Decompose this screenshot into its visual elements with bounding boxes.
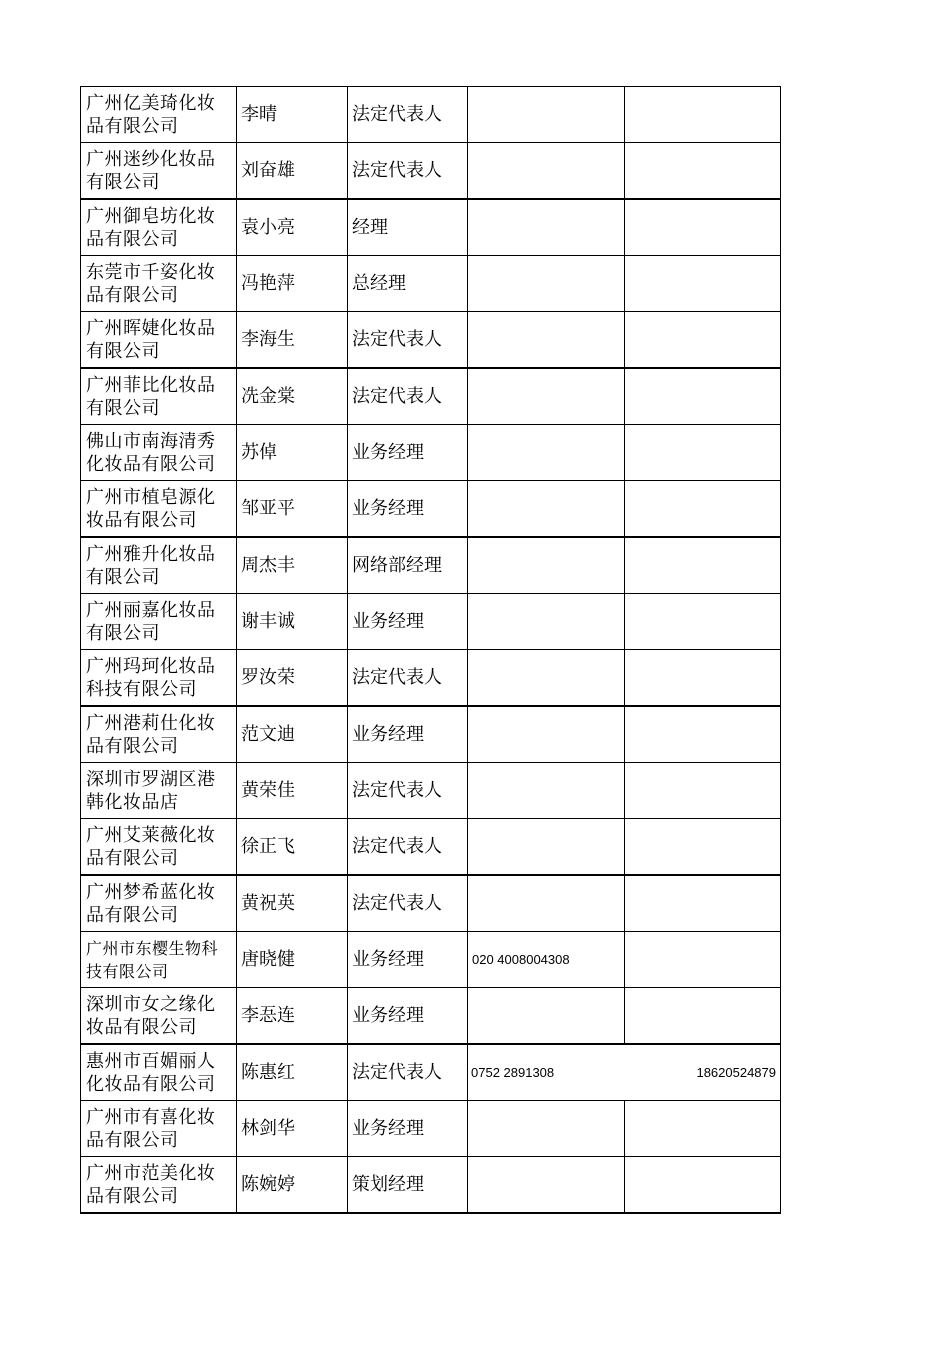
mobile-cell: [625, 819, 781, 876]
phone-cell: [468, 763, 625, 819]
company-cell: 广州晖婕化妆品有限公司: [81, 312, 237, 369]
mobile-cell: [625, 425, 781, 481]
phone-cell: [468, 875, 625, 932]
company-cell: 广州艾莱薇化妆品有限公司: [81, 819, 237, 876]
phone-cell: [468, 199, 625, 256]
job-title-cell: 法定代表人: [348, 1044, 468, 1101]
phone-cell: [468, 368, 625, 425]
table-row: [81, 763, 781, 819]
contact-name-cell: 林剑华: [237, 1101, 348, 1157]
table-row: [81, 1157, 781, 1214]
mobile-cell: [625, 1101, 781, 1157]
job-title-cell: 策划经理: [348, 1157, 468, 1214]
table-row: [81, 932, 781, 988]
mobile-cell: [625, 481, 781, 538]
mobile-number: 18620524879: [696, 1065, 776, 1080]
mobile-cell: [625, 932, 781, 988]
table-row: [81, 368, 781, 425]
mobile-cell: [625, 1157, 781, 1214]
table-row: [81, 988, 781, 1045]
mobile-cell: [625, 143, 781, 200]
mobile-cell: [625, 312, 781, 369]
company-cell: 广州雅升化妆品有限公司: [81, 537, 237, 594]
mobile-cell: [625, 87, 781, 143]
job-title-cell: 法定代表人: [348, 312, 468, 369]
phone-cell: [468, 706, 625, 763]
company-cell: 广州市范美化妆品有限公司: [81, 1157, 237, 1214]
job-title-cell: 法定代表人: [348, 763, 468, 819]
contact-name-cell: 徐正飞: [237, 819, 348, 876]
phone-cell: [468, 312, 625, 369]
mobile-cell: [625, 763, 781, 819]
contact-name-cell: 李忢连: [237, 988, 348, 1045]
company-cell: 深圳市罗湖区港韩化妆品店: [81, 763, 237, 819]
table-row: [81, 1101, 781, 1157]
job-title-cell: 业务经理: [348, 481, 468, 538]
company-cell: 广州丽嘉化妆品有限公司: [81, 594, 237, 650]
contact-name-cell: 冼金棠: [237, 368, 348, 425]
job-title-cell: 业务经理: [348, 1101, 468, 1157]
mobile-cell: [625, 650, 781, 707]
table-row: [81, 199, 781, 256]
job-title-cell: 网络部经理: [348, 537, 468, 594]
job-title-cell: 业务经理: [348, 988, 468, 1045]
phone-cell: [468, 425, 625, 481]
contact-table-body: [81, 87, 781, 1214]
contact-name-cell: 李晴: [237, 87, 348, 143]
table-row: [81, 1044, 781, 1101]
contact-name-cell: 范文迪: [237, 706, 348, 763]
mobile-cell: [625, 256, 781, 312]
contact-name-cell: 谢丰诚: [237, 594, 348, 650]
phone-cell: [468, 819, 625, 876]
mobile-cell: [625, 368, 781, 425]
company-cell: 广州迷纱化妆品有限公司: [81, 143, 237, 200]
company-cell: 广州菲比化妆品有限公司: [81, 368, 237, 425]
mobile-cell: [625, 199, 781, 256]
phone-cell: [468, 1044, 781, 1101]
job-title-cell: 经理: [348, 199, 468, 256]
contact-name-cell: 唐晓健: [237, 932, 348, 988]
mobile-cell: [625, 988, 781, 1045]
table-row: [81, 537, 781, 594]
company-cell: 广州亿美琦化妆品有限公司: [81, 87, 237, 143]
phone-cell: [468, 650, 625, 707]
table-row: [81, 875, 781, 932]
job-title-cell: 业务经理: [348, 932, 468, 988]
contact-name-cell: 袁小亮: [237, 199, 348, 256]
mobile-cell: [625, 875, 781, 932]
contact-name-cell: 陈惠红: [237, 1044, 348, 1101]
phone-cell: [468, 256, 625, 312]
contact-name-cell: 苏倬: [237, 425, 348, 481]
table-row: [81, 425, 781, 481]
table-row: [81, 256, 781, 312]
job-title-cell: 业务经理: [348, 425, 468, 481]
contact-name-cell: 黄祝英: [237, 875, 348, 932]
contact-table: [80, 86, 781, 1214]
phone-cell: [468, 143, 625, 200]
company-cell: 广州市东樱生物科技有限公司: [81, 932, 237, 988]
contact-name-cell: 刘奋雄: [237, 143, 348, 200]
phone-cell: [468, 1101, 625, 1157]
phone-cell: [468, 594, 625, 650]
contact-name-cell: 黄荣佳: [237, 763, 348, 819]
phone-cell: [468, 988, 625, 1045]
table-row: [81, 819, 781, 876]
table-row: [81, 312, 781, 369]
mobile-cell: [625, 537, 781, 594]
mobile-cell: [625, 706, 781, 763]
contact-name-cell: 周杰丰: [237, 537, 348, 594]
contact-name-cell: 陈婉婷: [237, 1157, 348, 1214]
job-title-cell: 法定代表人: [348, 650, 468, 707]
job-title-cell: 总经理: [348, 256, 468, 312]
job-title-cell: 法定代表人: [348, 87, 468, 143]
table-row: [81, 481, 781, 538]
company-cell: 广州御皂坊化妆品有限公司: [81, 199, 237, 256]
company-cell: 广州市有喜化妆品有限公司: [81, 1101, 237, 1157]
phone-cell: [468, 481, 625, 538]
phone-cell: [468, 87, 625, 143]
contact-name-cell: 李海生: [237, 312, 348, 369]
contact-name-cell: 罗汝荣: [237, 650, 348, 707]
company-cell: 惠州市百媚丽人化妆品有限公司: [81, 1044, 237, 1101]
contact-name-cell: 冯艳萍: [237, 256, 348, 312]
contact-name-cell: 邹亚平: [237, 481, 348, 538]
table-row: [81, 87, 781, 143]
table-row: [81, 594, 781, 650]
table-row: [81, 650, 781, 707]
job-title-cell: 业务经理: [348, 594, 468, 650]
job-title-cell: 法定代表人: [348, 875, 468, 932]
company-cell: 深圳市女之缘化妆品有限公司: [81, 988, 237, 1045]
phone-cell: 020 4008004308: [468, 932, 625, 988]
job-title-cell: 法定代表人: [348, 143, 468, 200]
table-row: [81, 143, 781, 200]
job-title-cell: 法定代表人: [348, 368, 468, 425]
phone-cell: [468, 537, 625, 594]
phone-number: 0752 2891308: [471, 1065, 555, 1080]
company-cell: 广州港莉仕化妆品有限公司: [81, 706, 237, 763]
company-cell: 东莞市千姿化妆品有限公司: [81, 256, 237, 312]
company-cell: 广州玛珂化妆品科技有限公司: [81, 650, 237, 707]
company-cell: 佛山市南海清秀化妆品有限公司: [81, 425, 237, 481]
company-cell: 广州梦希蓝化妆品有限公司: [81, 875, 237, 932]
mobile-cell: [625, 594, 781, 650]
table-row: [81, 706, 781, 763]
job-title-cell: 业务经理: [348, 706, 468, 763]
phone-cell: [468, 1157, 625, 1214]
job-title-cell: 法定代表人: [348, 819, 468, 876]
company-cell: 广州市植皂源化妆品有限公司: [81, 481, 237, 538]
